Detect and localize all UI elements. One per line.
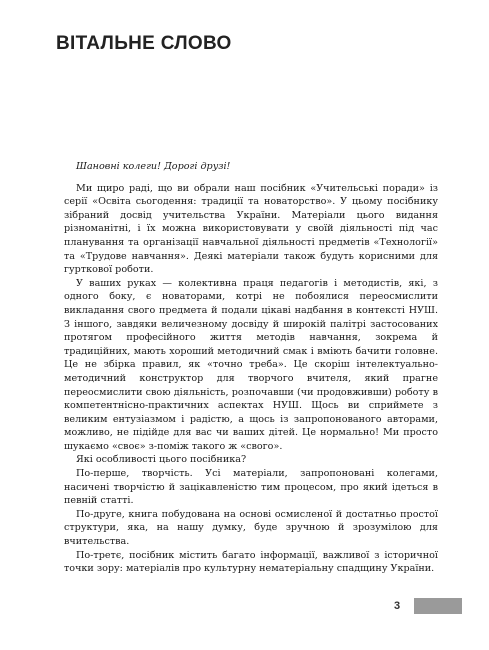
paragraph-5: По-друге, книга побудована на основі осмисленої й достатньо простої структури, яка, на нашу думку, буде зручною й зрозумілою для вчительства. (64, 508, 438, 548)
page-title: ВІТАЛЬНЕ СЛОВО (56, 33, 232, 54)
page-number-bar (414, 598, 462, 614)
paragraph-1: Ми щиро раді, що ви обрали наш посібник «Учительські поради» із серії «Освіта сьогодення: традиції та новаторство». У цьому посібнику зібраний досвід учительства України. Матеріали цього видання різноманітні, і їх можна використовувати у своїй діяльності під час планування та організації навчальної діяльності предметів «Технології» та «Трудове навчання». Деякі матеріали також будуть корисними для гурткової роботи. (64, 182, 438, 276)
paragraph-4: По-перше, творчість. Усі матеріали, запропоновані колегами, насичені творчістю й зацікавленістю тим процесом, про який ідеться в певній статті. (64, 468, 438, 507)
paragraph-2: У ваших руках — колективна праця педагогів і методистів, які, з одного боку, є новаторами, котрі не побоялися переосмислити викладання свого предмета й подали цікаві надбання в контексті НУШ. З іншого, завдяки величезному досвіду й широкій палітрі застосованих протягом професійного життя методів навчання, зокрема й традиційних, мають хороший методичний смак і вміють бачити головне. Це не збірка правил, як «точно треба». Це скоріш інтелектуально-методичний конструктор для творчого вчителя, який прагне переосмислити свою діяльність, розпочавши (чи продовживши) роботу в компетентнісно-практичних аспектах НУШ. Щось ви сприймете з великим ентузіазмом і радістю, а щось із запропонованого авторами, можливо, не підійде для вас чи ваших дітей. Це нормально! Ми просто шукаємо «своє» з-поміж такого ж «свого». (64, 277, 438, 452)
paragraph-6: По-третє, посібник містить багато інформації, важливої з історичної точки зору: матеріалів про культурну нематеріальну спадщину України. (64, 549, 438, 575)
page-number: 3 (394, 600, 401, 612)
paragraph-3: Які особливості цього посібника? (76, 454, 247, 466)
greeting: Шановні колеги! Дорогі друзі! (76, 161, 231, 172)
body-text (64, 160, 438, 576)
